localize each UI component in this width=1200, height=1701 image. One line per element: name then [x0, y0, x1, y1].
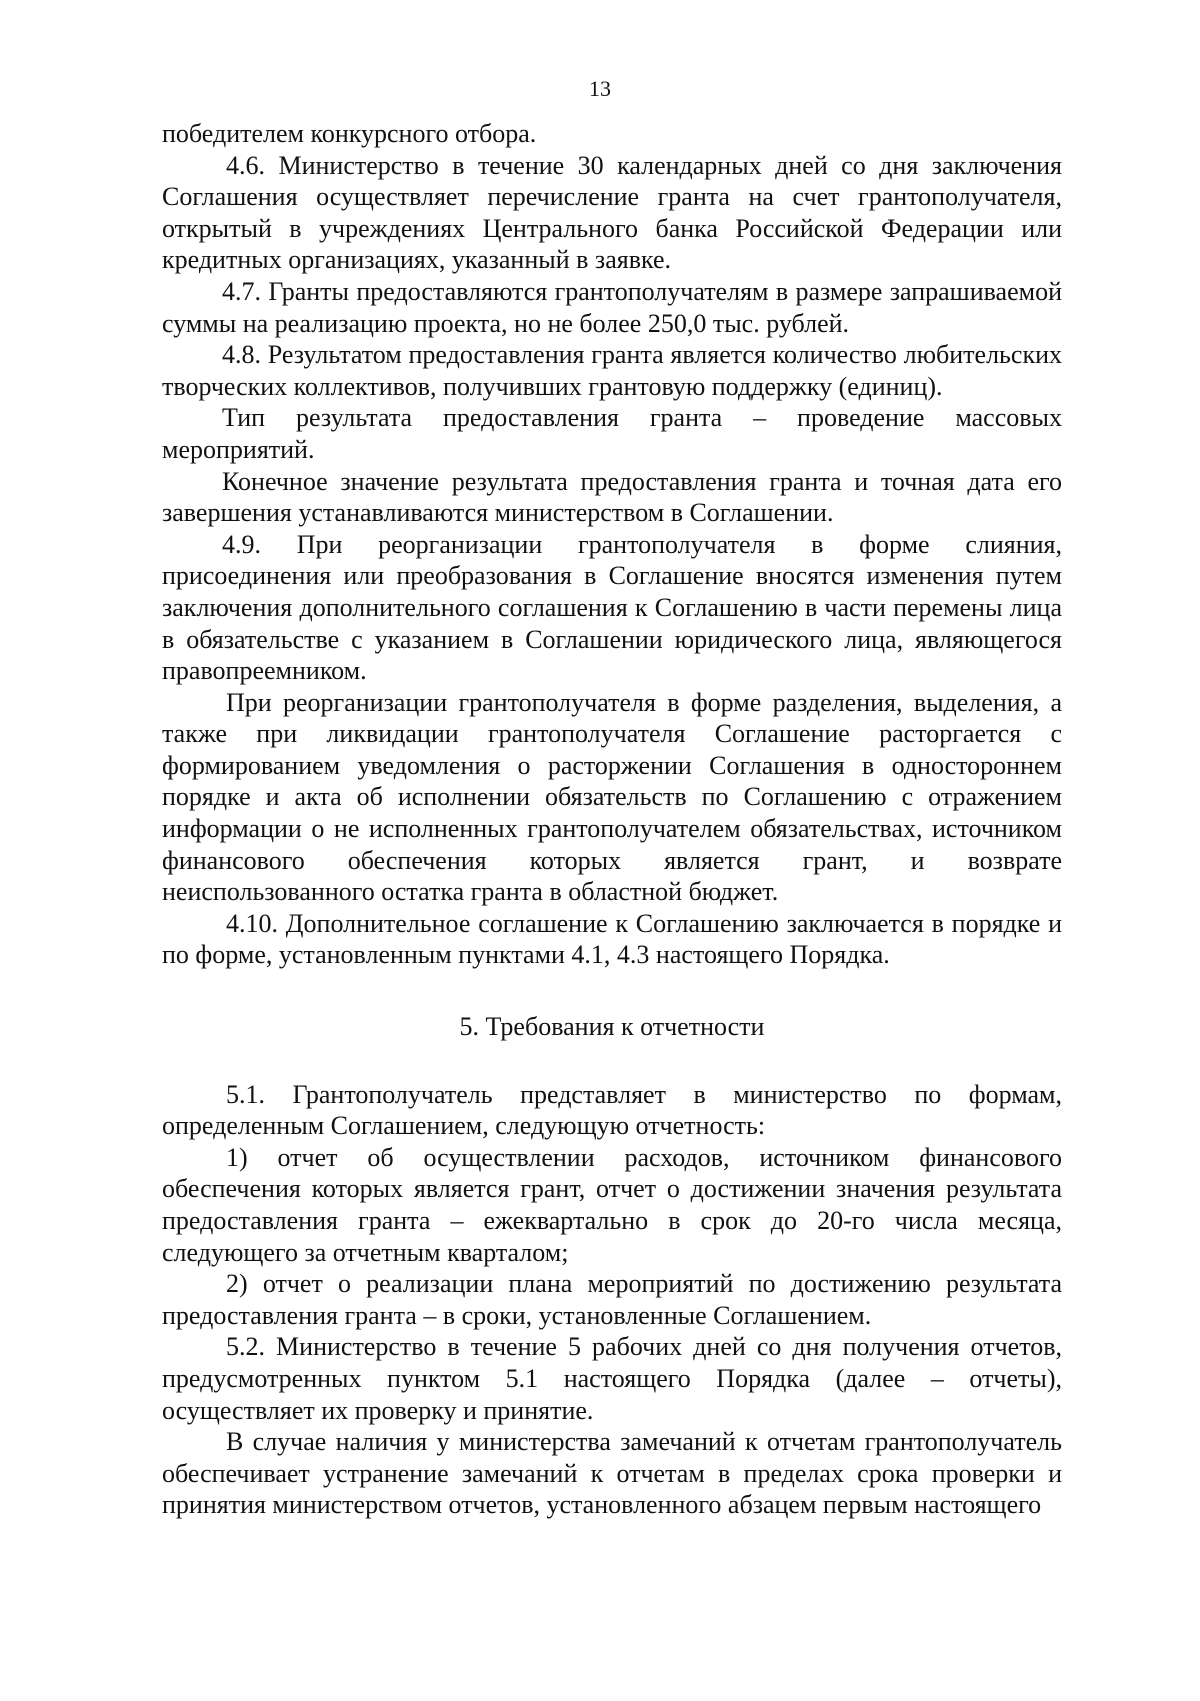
- paragraph-final-value: Конечное значение результата предоставления гранта и точная дата его завершения устанавливаются министерством в Соглашении.: [162, 466, 1062, 528]
- paragraph-5-1: 5.1. Грантополучатель представляет в министерство по формам, определенным Соглашением, следующую отчетность:: [162, 1079, 1062, 1141]
- paragraph-5-1-item-1: 1) отчет об осуществлении расходов, источником финансового обеспечения которых является грант, отчет о достижении значения результата предоставления гранта – ежеквартально в срок до 20-го числа месяца, следующего за отчетным кварталом;: [162, 1142, 1062, 1267]
- paragraph-4-7: 4.7. Гранты предоставляются грантополучателям в размере запрашиваемой суммы на реализацию проекта, но не более 250,0 тыс. рублей.: [162, 276, 1062, 338]
- paragraph-4-10: 4.10. Дополнительное соглашение к Соглашению заключается в порядке и по форме, установленным пунктами 4.1, 4.3 настоящего Порядка.: [162, 908, 1062, 970]
- paragraph-remarks: В случае наличия у министерства замечаний к отчетам грантополучатель обеспечивает устранение замечаний к отчетам в пределах срока проверки и принятия министерством отчетов, установленного абзацем первым настоящего: [162, 1427, 1062, 1520]
- paragraph-reorganization: При реорганизации грантополучателя в форме разделения, выделения, а также при ликвидации грантополучателя Соглашение расторгается с формированием уведомления о расторжении Соглашения в одностороннем порядке и акта об исполнении обязательств по Соглашению с отражением информации о не исполненных грантополучателем обязательствах, источником финансового обеспечения которых является грант, и возврате неиспользованного остатка гранта в областной бюджет.: [162, 687, 1062, 907]
- paragraph-4-8: 4.8. Результатом предоставления гранта является количество любительских творческих коллективов, получивших грантовую поддержку (единиц).: [162, 340, 1062, 401]
- paragraph-4-6: 4.6. Министерство в течение 30 календарных дней со дня заключения Соглашения осуществляет перечисление гранта на счет грантополучателя, открытый в учреждениях Центрального банка Российской Федерации или кредитных организациях, указанный в заявке.: [162, 150, 1062, 275]
- paragraph-result-type: Тип результата предоставления гранта – проведение массовых мероприятий.: [162, 403, 1062, 464]
- paragraph-4-9: 4.9. При реорганизации грантополучателя в форме слияния, присоединения или преобразования в Соглашение вносятся изменения путем заключения дополнительного соглашения к Соглашению в части перемены лица в обязательстве с указанием в Соглашении юридического лица, являющегося правопреемником.: [162, 529, 1062, 686]
- section-heading: 5. Требования к отчетности: [459, 1012, 765, 1042]
- paragraph-5-1-item-2: 2) отчет о реализации плана мероприятий по достижению результата предоставления гранта – в сроки, установленные Соглашением.: [162, 1269, 1062, 1330]
- document-body: [162, 118, 1062, 1521]
- paragraph-5-2: 5.2. Министерство в течение 5 рабочих дней со дня получения отчетов, предусмотренных пунктом 5.1 настоящего Порядка (далее – отчеты), осуществляет их проверку и принятие.: [162, 1332, 1062, 1425]
- page-number: 13: [589, 76, 611, 101]
- paragraph-continuation: победителем конкурсного отбора.: [162, 119, 537, 148]
